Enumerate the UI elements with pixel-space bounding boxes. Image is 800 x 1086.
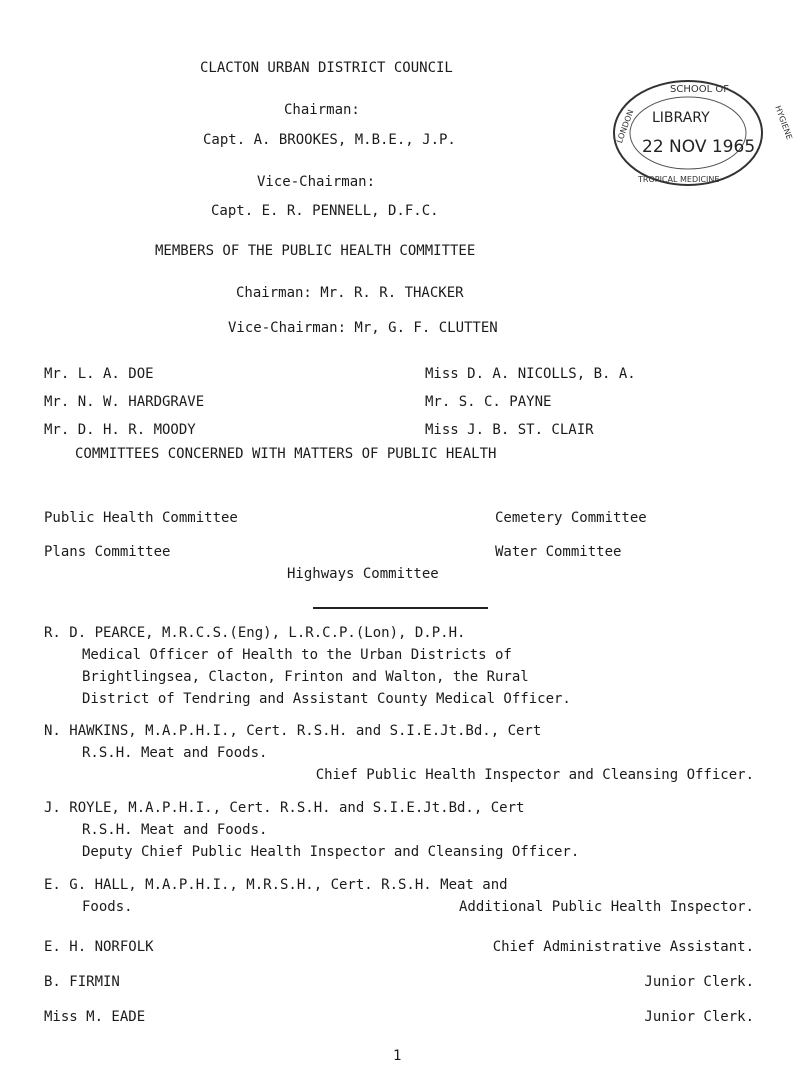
page-number: 1 <box>393 1048 402 1064</box>
member: Mr. L. A. DOE <box>44 366 154 382</box>
committee-item: Highways Committee <box>287 566 439 582</box>
stamp-center: LIBRARY <box>652 110 710 126</box>
clerical-row <box>44 1000 754 1035</box>
clerical-role: Junior Clerk. <box>644 974 754 990</box>
staff-line: J. ROYLE, M.A.P.H.I., Cert. R.S.H. and S.I.E.Jt.Bd., Cert <box>44 800 525 816</box>
staff-line: Medical Officer of Health to the Urban Districts of <box>82 647 512 663</box>
vice-chairman-name: Capt. E. R. PENNELL, D.F.C. <box>211 203 439 219</box>
member: Miss J. B. ST. CLAIR <box>425 422 594 438</box>
staff-line: R.S.H. Meat and Foods. <box>82 745 268 761</box>
clerical-row <box>44 965 754 1000</box>
members-right <box>425 360 636 444</box>
committee-item: Public Health Committee <box>44 510 238 526</box>
committees-right <box>495 501 647 569</box>
divider <box>313 607 488 609</box>
clerical-role: Junior Clerk. <box>644 1009 754 1025</box>
stamp-bottom: TROPICAL MEDICINE <box>638 175 720 184</box>
staff-line: N. HAWKINS, M.A.P.H.I., Cert. R.S.H. and S.I.E.Jt.Bd., Cert <box>44 723 542 739</box>
library-stamp <box>608 72 794 194</box>
staff-line: R. D. PEARCE, M.R.C.S.(Eng), L.R.C.P.(Lon), D.P.H. <box>44 625 466 641</box>
staff-line: Additional Public Health Inspector. <box>458 899 754 915</box>
committees-heading: COMMITTEES CONCERNED WITH MATTERS OF PUBLIC HEALTH <box>75 446 497 462</box>
staff-line: R.S.H. Meat and Foods. <box>82 822 268 838</box>
staff-entry-royle <box>44 797 754 863</box>
committee-item: Water Committee <box>495 544 622 560</box>
member: Mr. N. W. HARDGRAVE <box>44 394 205 410</box>
staff-line: Brightlingsea, Clacton, Frinton and Walton, the Rural <box>82 669 529 685</box>
committee-chairman: Chairman: Mr. R. R. THACKER <box>236 285 464 301</box>
stamp-date: 22 NOV 1965 <box>642 137 756 157</box>
staff-line: Chief Public Health Inspector and Cleansing Officer. <box>315 767 754 783</box>
chairman-label: Chairman: <box>284 102 360 118</box>
staff-line: Foods. <box>82 899 133 915</box>
committee-item: Plans Committee <box>44 544 171 560</box>
staff-line: E. G. HALL, M.A.P.H.I., M.R.S.H., Cert. R.S.H. Meat and <box>44 877 508 893</box>
committee-vice-chairman: Vice-Chairman: Mr, G. F. CLUTTEN <box>228 320 498 336</box>
members-left <box>44 360 204 444</box>
clerical-name: Miss M. EADE <box>44 1009 146 1025</box>
staff-entry-hawkins <box>44 720 754 786</box>
clerical-row <box>44 930 754 965</box>
member: Mr. D. H. R. MOODY <box>44 422 196 438</box>
member: Mr. S. C. PAYNE <box>425 394 552 410</box>
stamp-right: HYGIENE <box>773 104 794 141</box>
committee-heading: MEMBERS OF THE PUBLIC HEALTH COMMITTEE <box>155 243 476 259</box>
stamp-top: SCHOOL OF <box>670 84 729 95</box>
clerical-staff <box>44 930 754 1035</box>
committee-item: Cemetery Committee <box>495 510 647 526</box>
chairman-name: Capt. A. BROOKES, M.B.E., J.P. <box>203 132 456 148</box>
staff-line: District of Tendring and Assistant County Medical Officer. <box>82 691 571 707</box>
committees-left <box>44 501 238 569</box>
stamp-left: LONDON <box>615 108 636 145</box>
member: Miss D. A. NICOLLS, B. A. <box>425 366 636 382</box>
clerical-name: E. H. NORFOLK <box>44 939 154 955</box>
vice-chairman-label: Vice-Chairman: <box>257 174 376 190</box>
staff-line: Deputy Chief Public Health Inspector and Cleansing Officer. <box>82 844 580 860</box>
staff-entry-pearce <box>44 622 754 710</box>
council-title: CLACTON URBAN DISTRICT COUNCIL <box>200 60 453 76</box>
clerical-role: Chief Administrative Assistant. <box>492 939 754 955</box>
clerical-name: B. FIRMIN <box>44 974 120 990</box>
staff-entry-hall <box>44 874 754 918</box>
